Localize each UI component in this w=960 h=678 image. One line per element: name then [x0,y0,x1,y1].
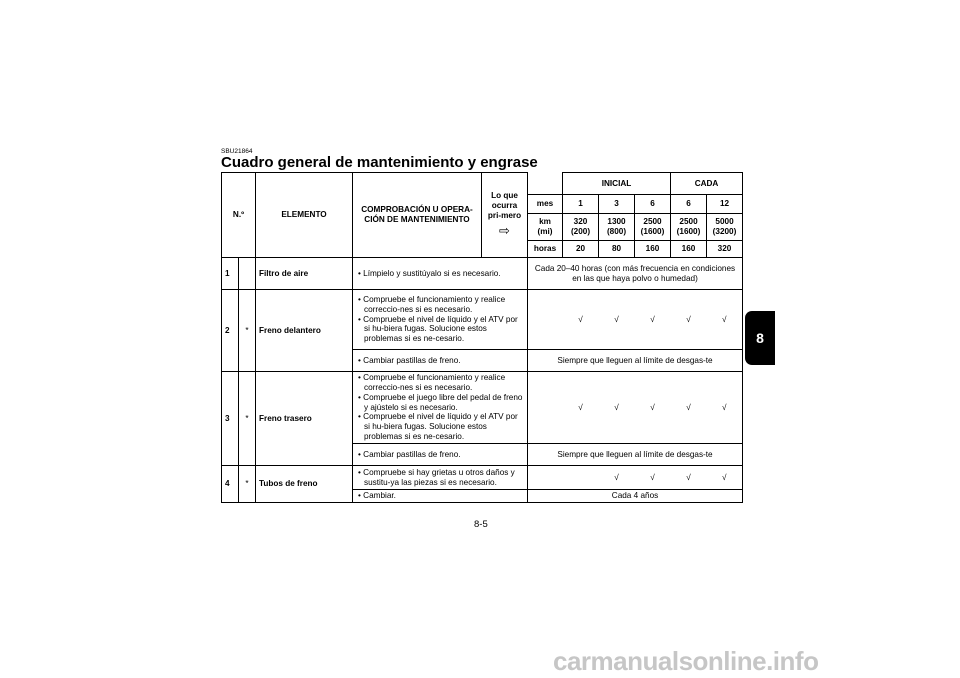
tick-mark: √ [707,466,743,490]
row-interval: Siempre que lleguen al límite de desgas-te [528,350,743,372]
tick-mark: √ [650,402,655,412]
header-check: COMPROBACIÓN U OPERA-CIÓN DE MANTENIMIENTO [353,173,482,258]
header-horas-3: 160 [635,241,671,258]
tick-mark: √ [686,402,691,412]
check-item: • Límpielo y sustitúyalo si es necesario. [356,269,524,279]
header-km-3: 2500 (1600) [635,214,671,241]
tick-mark: √ [686,472,691,482]
check-item: • Cambiar pastillas de freno. [356,356,524,366]
watermark: carmanualsonline.info [553,646,819,676]
row-element: Freno trasero [256,372,353,466]
maintenance-table [221,172,743,503]
tick-mark: √ [686,314,691,324]
header-mes-4: 6 [671,195,707,214]
row-number: 2 [222,290,239,372]
table-row [222,258,743,290]
table-row [222,372,743,444]
row-number: 1 [222,258,239,290]
check-item: • Compruebe si hay grietas u otros daños y sustitu-ya las piezas si es necesario. [356,468,524,488]
tick-mark: √ [707,372,743,444]
row-check [353,444,528,466]
header-km-label: km (mi) [528,214,563,241]
header-horas-1: 20 [563,241,599,258]
row-element: Freno delantero [256,290,353,372]
row-check [353,466,528,490]
row-interval: Cada 20–40 horas (con más frecuencia en condiciones en las que haya polvo o humedad) [528,258,743,290]
header-horas-label: horas [528,241,563,258]
header-horas-5: 320 [707,241,743,258]
arrow-right-icon: ⇨ [499,222,510,238]
page-number: 8-5 [474,519,488,530]
row-number: 3 [222,372,239,466]
tick-mark: √ [650,472,655,482]
header-km-2: 1300 (800) [599,214,635,241]
document-code: SBU21864 [221,148,253,155]
row-check [353,290,528,350]
row-interval: Cada 4 años [528,490,743,503]
header-horas-4: 160 [671,241,707,258]
header-mes-1: 1 [563,195,599,214]
row-check [353,490,528,503]
chapter-tab: 8 [745,311,775,365]
page-title: Cuadro general de mantenimiento y engrase [221,154,538,171]
row-check [353,258,528,290]
tick-mark: √ [614,402,619,412]
row-mark: * [239,466,256,503]
check-item: • Compruebe el funcionamiento y realice correccio-nes si es necesario. [356,373,524,393]
header-km-1: 320 (200) [563,214,599,241]
header-mes-5: 12 [707,195,743,214]
header-horas-2: 80 [599,241,635,258]
row-mark: * [239,372,256,466]
check-item: • Compruebe el nivel de líquido y el ATV por si hu-biera fugas. Solucione estos problemas si es ne-cesario. [356,412,524,442]
header-km-5: 5000 (3200) [707,214,743,241]
row-mark: * [239,290,256,372]
tick-mark: √ [578,402,583,412]
row-check [353,350,528,372]
header-cada: CADA [671,173,743,195]
table-row [222,466,743,490]
check-item: • Cambiar pastillas de freno. [356,450,524,460]
row-element: Filtro de aire [256,258,353,290]
empty-cell [528,290,563,350]
header-km-4: 2500 (1600) [671,214,707,241]
row-check [353,372,528,444]
tick-mark: √ [614,314,619,324]
header-first [482,173,528,258]
header-no: N.º [222,173,256,258]
table-row [222,290,743,350]
header-mes-3: 6 [635,195,671,214]
check-item: • Compruebe el juego libre del pedal de freno y ajústelo si es necesario. [356,393,524,413]
header-mes-label: mes [528,195,563,214]
tick-mark: √ [650,314,655,324]
row-number: 4 [222,466,239,503]
empty-cell [563,466,599,490]
check-item: • Compruebe el nivel de líquido y el ATV por si hu-biera fugas. Solucione estos problemas si es ne-cesario. [356,315,524,345]
check-item: • Compruebe el funcionamiento y realice correccio-nes si es necesario. [356,295,524,315]
tick-mark: √ [707,290,743,350]
header-inicial: INICIAL [563,173,671,195]
row-interval: Siempre que lleguen al límite de desgas-te [528,444,743,466]
empty-cell [528,372,563,444]
header-element: ELEMENTO [256,173,353,258]
row-element: Tubos de freno [256,466,353,503]
header-mes-2: 3 [599,195,635,214]
tick-mark: √ [578,314,583,324]
row-mark [239,258,256,290]
check-item: • Cambiar. [356,491,524,501]
header-first-label: Lo que ocurra pri-mero [487,191,522,221]
empty-cell [528,466,563,490]
tick-mark: √ [614,472,619,482]
